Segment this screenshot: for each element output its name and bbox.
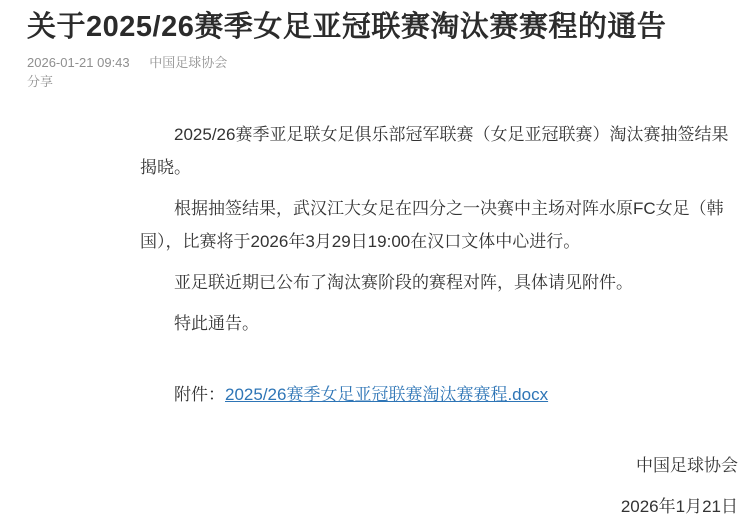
attachment-row [140, 378, 738, 411]
empty-line [140, 348, 738, 370]
paragraph-draw-result: 2025/26赛季亚足联女足俱乐部冠军联赛（女足亚冠联赛）淘汰赛抽签结果揭晓。 [140, 125, 729, 177]
publish-datetime: 2026-01-21 09:43 [27, 55, 130, 70]
signature-date: 2026年1月21日 [620, 497, 738, 516]
page-title: 关于2025/26赛季女足亚冠联赛淘汰赛赛程的通告 [27, 11, 667, 43]
share-button[interactable]: 分享 [27, 74, 54, 89]
attachment-label: 附件： [174, 385, 225, 404]
publish-source: 中国足球协会 [149, 55, 228, 70]
paragraph-match-details: 根据抽签结果，武汉江大女足在四分之一决赛中主场对阵水原FC女足（韩国），比赛将于2026年3月29日19:00在汉口文体中心进行。 [140, 199, 724, 251]
paragraph-afc-schedule: 亚足联近期已公布了淘汰赛阶段的赛程对阵，具体请见附件。 [174, 273, 633, 292]
empty-line [140, 419, 738, 441]
meta-row [27, 56, 750, 70]
article-body [140, 118, 738, 523]
paragraph-closing: 特此通告。 [174, 314, 259, 333]
attachment-link[interactable]: 2025/26赛季女足亚冠联赛淘汰赛赛程.docx [225, 385, 549, 404]
signature-org: 中国足球协会 [636, 456, 738, 475]
